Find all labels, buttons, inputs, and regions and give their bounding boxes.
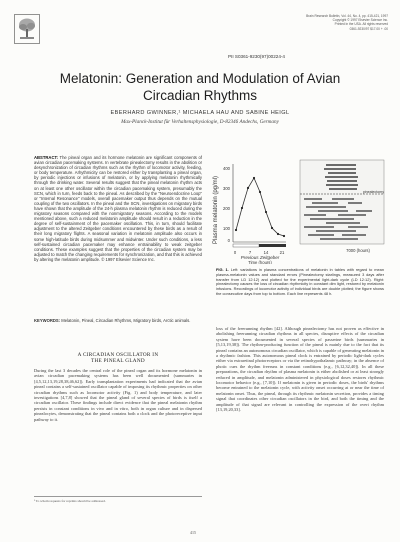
figure-1: [208, 148, 390, 264]
abstract: [34, 155, 202, 315]
y-tick-label: 300: [223, 186, 230, 191]
activity-bar: [329, 188, 357, 190]
y-tick-label: 200: [223, 206, 230, 211]
caption-label: FIG. 1.: [216, 268, 229, 272]
activity-bar: [326, 184, 358, 186]
activity-bar: [328, 172, 356, 174]
data-point: [241, 207, 243, 209]
y-ticks: [223, 166, 231, 243]
keywords-label: KEYWORDS:: [34, 318, 61, 323]
activity-bar: [332, 198, 354, 200]
journal-line: Printed in the USA. All rights reserved: [334, 22, 388, 27]
actogram: [300, 160, 384, 253]
paper-title: [20, 70, 380, 104]
activity-bar: [324, 168, 356, 170]
x-tick-label: 21: [279, 250, 285, 255]
activity-bar: [325, 176, 358, 178]
publisher-logo: [14, 14, 40, 44]
data-point: [265, 211, 267, 213]
journal-info: [258, 14, 388, 31]
keywords: [34, 318, 202, 323]
data-point: [283, 235, 285, 237]
data-point: [259, 191, 261, 193]
data-point: [247, 187, 249, 189]
activity-bar: [312, 202, 338, 204]
activity-bar: [338, 214, 366, 216]
data-point: [271, 227, 273, 229]
abstract-text: The pineal organ and its hormone melatonin are significant components of avian circadian pacemaking systems. In vertebrate pinealectomy results in the abolition or desynchronization of circadian rhythms such as the rhythm of locomotor activity, feeding, or body temperature. Arhythmicity can be restored either by transplanting a pineal organ, by periodic injections or infusions of melatonin, or by applying melatonin rhythmically through the drinking water. Several results suggest that the pineal melatonin rhythm acts on at least one other oscillator within the circadian pacemaking system, presumably the SCN, which in turn, feeds back to the pineal. As described by the "Neuroendocrine Loop" or "Internal Resonance" models, overall pacemaker output thus depends on the mutual coupling of the two oscillators. In the pineal and the SCN, investigations on migratory birds have shown that the amplitude of the 24-h plasma melatonin rhythm is reduced during the migratory seasons compared with the nonmigratory seasons. According to the models mentioned above, such a reduced melatonin amplitude should result in a reduction in the degree of self-sustainment of the pacemaker oscillation. This, in turn, should facilitate adjustment to the altered Zeitgeber conditions encountered by these birds as a result of their long migratory flights. A seasonal variation in melatonin amplitude also occurs in some high-latitude birds during midsummer and midwinter. Under such conditions, a less self-sustained circadian pacemaker may enhance entrainability to weak zeitgeber conditions. These examples suggest that the properties of the circadian system may be adjusted to match the changing requirements for synchronization, and that this is achieved by altering the melatonin amplitude. © 1997 Elsevier Science Inc.: [34, 155, 202, 262]
dark-phase-bar: [259, 244, 286, 247]
light-dark-bar: [233, 244, 259, 247]
x-tick-label: 14: [263, 250, 269, 255]
activity-bar: [348, 226, 368, 228]
activity-bar: [310, 218, 354, 220]
x-axis-title: Previous Zeitgeber: [240, 255, 280, 260]
activity-bar: [356, 210, 372, 212]
journal-line: 0361-9230/97 $17.00 + .00: [349, 26, 388, 31]
section-heading-line: THE PINEAL GLAND: [91, 358, 145, 365]
body-text-left: During the last 3 decades the central role of the pineal organ and its hormone melatonin in avian circadian pacemaking systems has been well documented (summaries in [4,5,12,13,19,28,38,46,62]). Early transplantation experiments had indicated that the avian pineal contains a self-sustained oscillator capable of imposing its rhythmic properties on other circadian rhythms such as locomotor activity (Fig. 1) and body temperature, and later investigations [4,7,8] showed that the pineal gland of several species of birds is itself a circadian oscillator. These findings include direct evidence that the pineal melatonin rhythm persists in constant conditions in vivo and in vitro, both in organ culture and in dispersed pinealocytes, demonstrating that the pineal contains both a clock and the photoreceptive input pathway to it.: [34, 368, 202, 422]
data-point: [253, 177, 255, 179]
activity-bar: [348, 202, 362, 204]
activity-bar: [304, 198, 322, 200]
journal-line: Brain Research Bulletin, Vol. 44, No. 4, pp. 415-421, 1997: [306, 14, 388, 18]
activity-bar: [320, 238, 358, 240]
activity-bar: [308, 234, 334, 236]
x-axis-label: Time (hours): [248, 260, 272, 264]
y-axis-label: Plasma melatonin (pg/ml): [213, 175, 219, 245]
page-number: 415: [190, 530, 196, 535]
activity-bar: [304, 226, 334, 228]
authors: EBERHARD GWINNER,¹ MICHAELA HAU AND SABINE HEIGL: [110, 110, 290, 116]
section-heading: [34, 352, 202, 365]
activity-bar: [342, 234, 366, 236]
abstract-label: ABSTRACT:: [34, 155, 58, 160]
actogram-time-label: 7000 (hours): [346, 248, 370, 253]
activity-bar: [304, 214, 326, 216]
pii-code: PII S0361-9230(97)00224-4: [228, 54, 285, 59]
caption-text: Left: variations in plasma concentrations of melatonin in tables with regard to mean plasma-melatonin values and standard errors (Pinealectomy starlings, measured 3 days after transfer from LD 12:12) and plotted for the experimental light-dark cycle (LD 12:12). Right: pinealectomy causes the loss of circadian rhythmicity in constant dim light, restored by melatonin infusions. Recordings of locomotor activity of individual birds are double plotted; the figure shows the consecutive days from top to bottom. Each line represents 48 h.: [216, 268, 384, 296]
y-tick-label: 0: [227, 238, 230, 243]
x-tick-label: 7: [248, 250, 252, 255]
pinealectomy-label: pinealectomy: [362, 190, 384, 194]
figure-caption: [216, 268, 384, 320]
data-point: [235, 229, 237, 231]
activity-bar: [316, 230, 356, 232]
y-tick-label: 400: [223, 166, 230, 171]
affiliation: Max-Planck-Institut für Verhaltensphysiologie, D-82346 Andechs, Germany: [121, 119, 279, 125]
activity-bar: [326, 164, 356, 166]
activity-bar: [306, 206, 346, 208]
title-line: Circadian Rhythms: [142, 88, 258, 103]
activity-bar: [318, 210, 348, 212]
journal-line: Copyright © 1997 Elsevier Science Inc.: [332, 18, 388, 23]
section-heading-line: A CIRCADIAN OSCILLATOR IN: [77, 352, 159, 358]
x-tick-label: 0: [233, 250, 237, 255]
data-point: [277, 233, 279, 235]
melatonin-curve: [236, 178, 284, 236]
keywords-text: Melatonin, Pineal, Circadian Rhythms, Migratory birds, Arctic animals.: [61, 318, 191, 323]
activity-bar: [327, 180, 357, 182]
footnote: ¹ To whom requests for reprints should be addressed.: [34, 496, 202, 503]
body-text-right: loss of the freerunning rhythm [42]. Although pinealectomy has not proven as effective in abolishing freerunning circadian rhythms in all species, disruptive effects of the circadian system have been documented in several species of passerine birds (summaries in [5,13,19,38]). The rhythm-producing function of the pineal is mainly due to the fact that its pineal contains an autonomous circadian oscillator, which is capable of generating melatonin in a rhythmic fashion. This autonomous pineal clock is entrained by periodic light-dark cycles either via extraretinal photoreceptors or via the retinohypothalamic pathway; in the absence of photic cues the rhythm freeruns in constant conditions (e.g., [6,12,32,40]). In all these preparations, the circadian rhythm of plasma melatonin is either abolished or at least strongly reduced in amplitude, and melatonin administered in physiological doses restores rhythmic locomotor behavior (e.g., [7,10]). If melatonin is given in periodic doses, the birds' rhythms become entrained to the melatonin cycle, with activity onset occurring at or near the time of melatonin onset. Thus, the pineal, through its rhythmic melatonin secretion, provides a timing signal that coordinates other circadian oscillators in the bird, and both the timing and the amplitude of that signal are relevant in controlling the expression of the overt rhythm [13,19,20,33].: [216, 326, 384, 413]
title-line: Melatonin: Generation and Modulation of Avian: [59, 71, 341, 86]
data-points: [235, 177, 285, 237]
activity-bar: [326, 222, 360, 224]
y-tick-label: 100: [223, 226, 230, 231]
